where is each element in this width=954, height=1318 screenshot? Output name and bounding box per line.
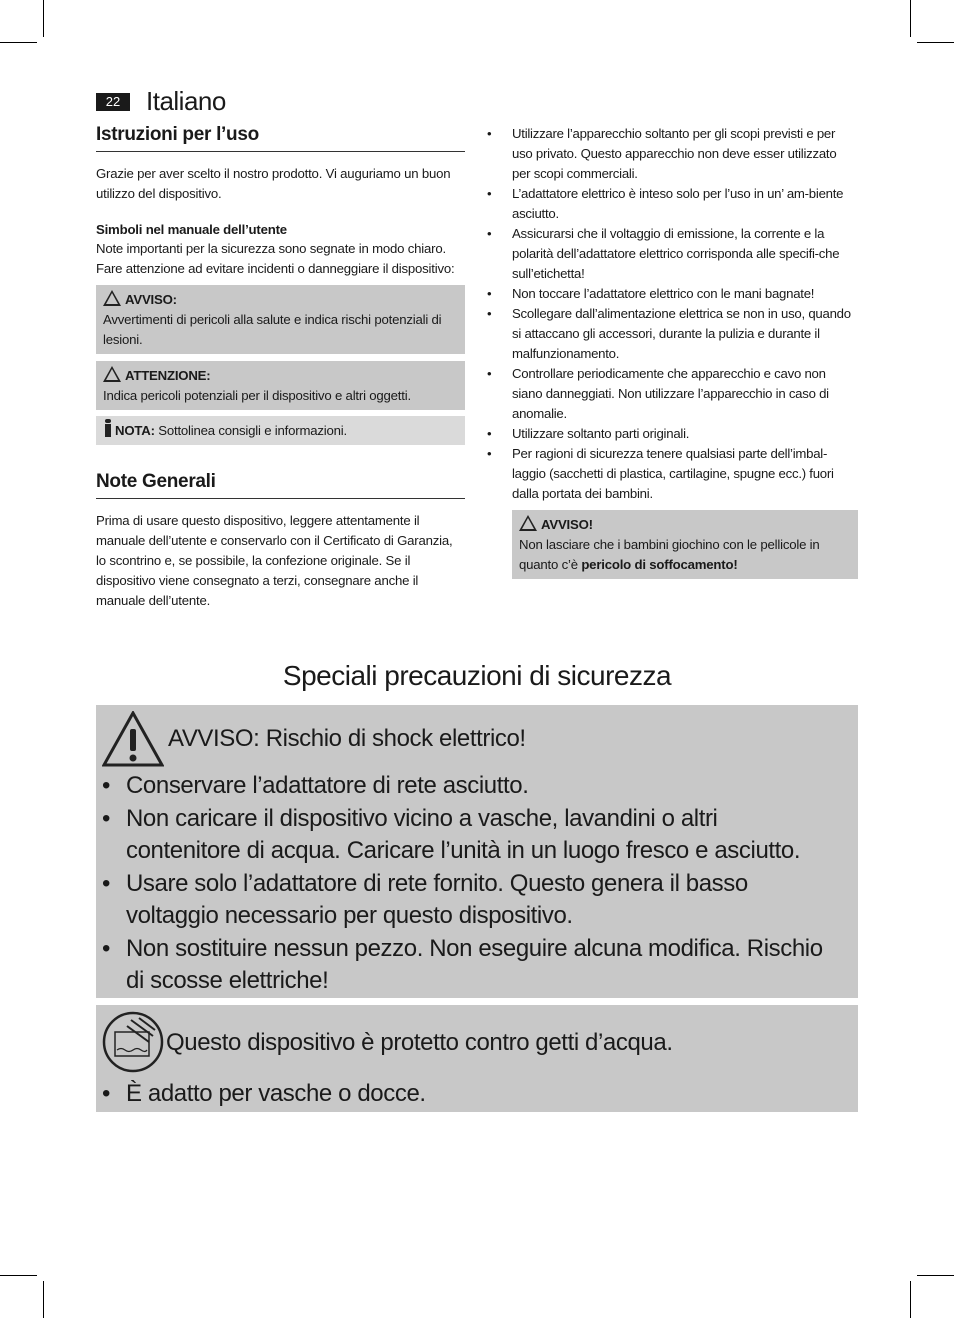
water-protection-box	[96, 1005, 858, 1112]
avviso-label: AVVISO:	[125, 292, 177, 307]
warning-icon	[103, 290, 121, 306]
list-item: • Usare solo l’adattatore di rete fornito. Questo genera il basso voltaggio necessario per questo dispositivo.	[96, 868, 836, 933]
info-icon	[105, 424, 111, 437]
crop-mark	[910, 0, 911, 37]
attenzione-box	[96, 361, 465, 410]
intro-text: Grazie per aver scelto il nostro prodotto. Vi auguriamo un buon utilizzo del dispositivo.	[96, 166, 451, 201]
nota-label: NOTA:	[115, 423, 155, 438]
safety-list	[487, 124, 858, 504]
attenzione-text: Indica pericoli potenziali per il dispositivo e altri oggetti.	[103, 388, 411, 403]
section-heading-istruzioni: Istruzioni per l’uso	[96, 124, 465, 152]
warning-icon	[102, 711, 164, 767]
avviso-children-box	[512, 510, 858, 579]
crop-mark	[43, 0, 44, 37]
list-item: • Controllare periodicamente che apparecchio e cavo non siano danneggiati. Non utilizzare l’apparecchio in caso di anomalie.	[487, 364, 858, 424]
shock-warning-box	[96, 705, 858, 998]
crop-mark	[0, 42, 37, 43]
right-column	[487, 124, 858, 579]
list-item: • È adatto per vasche o docce.	[96, 1078, 836, 1111]
avviso-box	[96, 285, 465, 354]
attenzione-label: ATTENZIONE:	[125, 368, 211, 383]
water-splash-icon	[101, 1010, 165, 1074]
shock-list	[96, 770, 836, 998]
speciali-title: Speciali precauzioni di sicurezza	[282, 660, 672, 691]
crop-mark	[917, 42, 954, 43]
symbols-text: Note importanti per la sicurezza sono segnate in modo chiaro. Fare attenzione ad evitare incidenti o danneggiare il dispositivo:	[96, 241, 455, 276]
note-generali-text: Prima di usare questo dispositivo, leggere attentamente il manuale dell’utente e conservarlo con il Certificato di Garanzia, lo scontrino e, se possibile, la confezione originale. Se il dispositivo viene consegnato a terzi, consegnare anche il manuale dell’utente.	[96, 513, 453, 608]
list-item: • Non sostituire nessun pezzo. Non eseguire alcuna modifica. Rischio di scosse elettriche!	[96, 933, 836, 998]
shock-heading: AVVISO: Rischio di shock elettrico!	[168, 725, 526, 752]
avviso-text: Avvertimenti di pericoli alla salute e indica rischi potenziali di lesioni.	[103, 312, 442, 347]
list-item: • L’adattatore elettrico è inteso solo per l’uso in un’ am-biente asciutto.	[487, 184, 858, 224]
nota-box	[96, 416, 465, 445]
list-item: • Utilizzare soltanto parti originali.	[487, 424, 858, 444]
left-column	[96, 124, 465, 611]
list-item: • Scollegare dall’alimentazione elettrica se non in uso, quando si attaccano gli accessori, durante la pulizia e durante il malfunzionamento.	[487, 304, 858, 364]
crop-mark	[43, 1281, 44, 1318]
warning-icon	[519, 515, 537, 531]
avviso-bold-text: pericolo di soffocamento!	[581, 557, 738, 572]
water-heading: Questo dispositivo è protetto contro getti d’acqua.	[166, 1029, 673, 1056]
crop-mark	[917, 1275, 954, 1276]
water-list	[96, 1078, 836, 1111]
warning-icon	[103, 366, 121, 382]
list-item: • Conservare l’adattatore di rete asciutto.	[96, 770, 836, 803]
list-item: • Assicurarsi che il voltaggio di emissione, la corrente e la polarità dell’adattatore elettrico corrisponda alle specifi-che sull’etichetta!	[487, 224, 858, 284]
avviso-label: AVVISO!	[541, 517, 593, 532]
list-item: • Non caricare il dispositivo vicino a vasche, lavandini o altri contenitore di acqua. Caricare l’unità in un luogo fresco e asciutto.	[96, 803, 836, 868]
list-item: • Per ragioni di sicurezza tenere qualsiasi parte dell’imbal-laggio (sacchetti di plastica, cartilagine, spugne ecc.) fuori dalla portata dei bambini.	[487, 444, 858, 504]
avviso-text: Non lasciare che i bambini giochino con le pellicole in quanto c’è	[519, 537, 820, 572]
page-number: 22	[96, 93, 130, 111]
crop-mark	[0, 1275, 37, 1276]
crop-mark	[910, 1281, 911, 1318]
list-item: • Utilizzare l’apparecchio soltanto per gli scopi previsti e per uso privato. Questo apparecchio non deve esser utilizzato per scopi commerciali.	[487, 124, 858, 184]
symbols-heading: Simboli nel manuale dell’utente	[96, 222, 287, 237]
list-item: • Non toccare l’adattatore elettrico con le mani bagnate!	[487, 284, 858, 304]
nota-text: Sottolinea consigli e informazioni.	[158, 423, 347, 438]
section-heading-note-generali: Note Generali	[96, 471, 465, 499]
language-title: Italiano	[146, 86, 226, 116]
